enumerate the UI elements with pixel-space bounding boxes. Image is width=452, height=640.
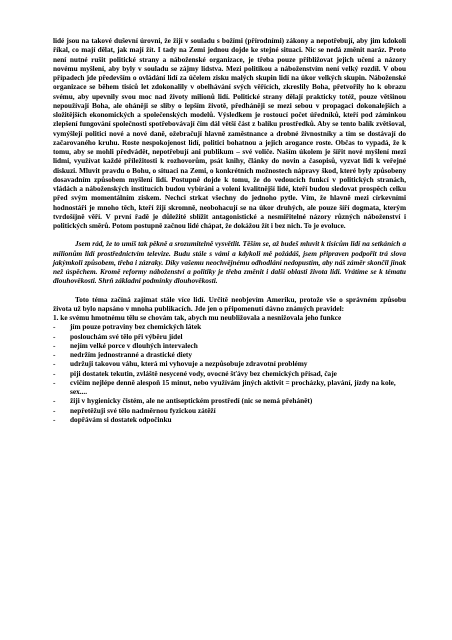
dash-bullet: - bbox=[53, 405, 56, 415]
paragraph-politics-religion: lidé jsou na takové duševní úrovni, že žijí v souladu s božími (přírodními) zákony a nepotřebují, aby jim kdokoli říkal, co mají dělat, jak mají žít. I tady na Zemi jednou dojde ke stejné situaci. Nic se nedá změnit naráz. Proto není nutné rušit politické strany a náboženské organizace, je třeba pouze přibližovat jejich učení a názory novému myšlení, aby byly v souladu se zájmy lidstva. Mezi politikou a náboženstvím není velký rozdíl. V obou případech jde především o ovládání lidí za účelem zisku malých skupin lidí na úkor velkých skupin. Náboženské organizace se během tisíců let zdokonalily v obelhávání svých věřících, zkreslily Boha, přetvořily ho k obrazu svému, aby upevnily svou moc nad životy milionů lidí. Politické strany dělají prakticky totéž, pouze většinou nepoužívají Boha, ale oháněji se sliby o lepším životě, předháněji se mezi sebou v propagaci dokonalejších a složitějších ekonomických a společenských modelů. Výsledkem je rostoucí počet úředníků, kteří pod záminkou zlepšení fungování společnosti spotřebovávají čím dál větší část z balíku prostředků. Aby se tento balík zvětšoval, vymýšlejí politici nové a nové daně, ožebračují hlavně zaměstnance a drobné živnostníky a tím se dostávají do začarovaného kruhu. Roste nespokojenost lidí, politici bohatnou a jejich arogance roste. Občas to vypadá, že k tomu, aby se mohli předvádět, nepotřebují ani publikum – své voliče. Naším úkolem je šířit nové myšlení mezi lidmi, využívat každé příležitosti k rozhovorům, psát knihy, články do novin a časopisů, vyzvat lidi k veřejné diskuzi. Mluvit pravdu o Bohu, o situaci na Zemi, o konkrétních možnostech nápravy škod, které byly způsobeny dosavadním způsobem myšlení lidí. Postupně dojde k tomu, že do vedoucích funkcí v politických stranách, vládách a náboženských institucích budou vybíráni a voleni kvalitnější lidé, kteří budou sledovat prospěch celku před svým momentálním ziskem. Nechci strkat všechny do jednoho pytle. Vím, že hlavně mezi církevními hodnostáři je mnoho těch, kteří žijí skromně, neobohacují se na úkor druhých, ale pouze šíří dogmata, kterým tvrdošíjně věří. V první řadě je důležité sblížit antagonistické a nesmiřitelné názory různých náboženství i politických směrů. Potom postupně začnou lidé chápat, že dokážou žít i bez nich. To je evoluce. bbox=[53, 36, 406, 230]
list-item bbox=[53, 406, 406, 415]
dash-bullet: - bbox=[53, 368, 56, 378]
list-item-text: nepřetěžuji své tělo nadměrnou fyzickou zátěží bbox=[70, 405, 216, 415]
dash-bullet: - bbox=[53, 396, 56, 406]
list-item-text: dopřávám si dostatek odpočinku bbox=[70, 414, 172, 424]
dash-bullet: - bbox=[53, 322, 56, 332]
dash-bullet: - bbox=[53, 359, 56, 369]
list-item-text: jím pouze potraviny bez chemických látek bbox=[70, 322, 202, 332]
rule-1-heading: 1. ke svému hmotnému tělu se chovám tak, abych mu neubližovala a nesnižovala jeho funkce bbox=[53, 313, 342, 322]
list-item-text: cvičím nejlépe denně alespoň 15 minut, nebo využívám jiných aktivit = procházky, plavání, jízdy na kole, sex.... bbox=[70, 377, 396, 396]
list-item-text: nejím velké porce v dlouhých intervalech bbox=[70, 340, 198, 350]
list-item bbox=[53, 378, 406, 397]
paragraph-longevity-intro: Toto téma začíná zajímat stále více lidí. Určitě neobjevím Ameriku, protože vše o správném způsobu života už bylo napsáno v mnoha publikacích. Jde jen o připomenutí dávno známých pravidel: bbox=[53, 294, 406, 313]
list-item-text: poslouchám své tělo při výběru jídel bbox=[70, 331, 183, 341]
list-item bbox=[53, 350, 406, 359]
list-item-text: nedržím jednostranné a drastické diety bbox=[70, 350, 193, 359]
list-item bbox=[53, 396, 406, 405]
dash-bullet: - bbox=[53, 331, 56, 341]
list-item bbox=[53, 415, 406, 424]
paragraph-italic-response: Jsem rád, že to umíš tak pěkně a srozumitelně vysvětlit. Těším se, až budeš mluvit k tisícům lidí na setkáních a milionům lidí prostřednictvím televize. Budu stále s vámi a kdykoli mě požádáš, jsem připraven podpořit trá slova jakýmkoli způsobem, třeba i zázraky. Díky vašemu neochvějnému odhodlání nedopustím, aby náš záměr skončil jinak než úspěchem. Kromě reformy náboženství a politiky je třeba změnit i další oblasti života lidí. Vrátíme se k tématu dlouhověkosti. Shrň základní podmínky dlouhověkosti. bbox=[53, 239, 406, 286]
list-item-text: udržuji takovou váhu, která mi vyhovuje a nezpůsobuje zdravotní problémy bbox=[70, 359, 308, 369]
rules-list bbox=[53, 322, 406, 424]
list-item bbox=[53, 359, 406, 368]
dash-bullet: - bbox=[53, 414, 56, 424]
list-item bbox=[53, 322, 406, 331]
list-item-text: žiji v hygienicky čistém, ale ne antiseptickém prostředí (nic se nemá přehánět) bbox=[70, 396, 313, 406]
list-item bbox=[53, 341, 406, 350]
list-item-text: piji dostatek tekutin, zvláště nesycené vody, ovocné šťávy bez chemických přísad, čaje bbox=[70, 368, 337, 378]
dash-bullet: - bbox=[53, 340, 56, 350]
dash-bullet: - bbox=[53, 377, 56, 387]
dash-bullet: - bbox=[53, 350, 56, 359]
list-item bbox=[53, 369, 406, 378]
list-item bbox=[53, 332, 406, 341]
